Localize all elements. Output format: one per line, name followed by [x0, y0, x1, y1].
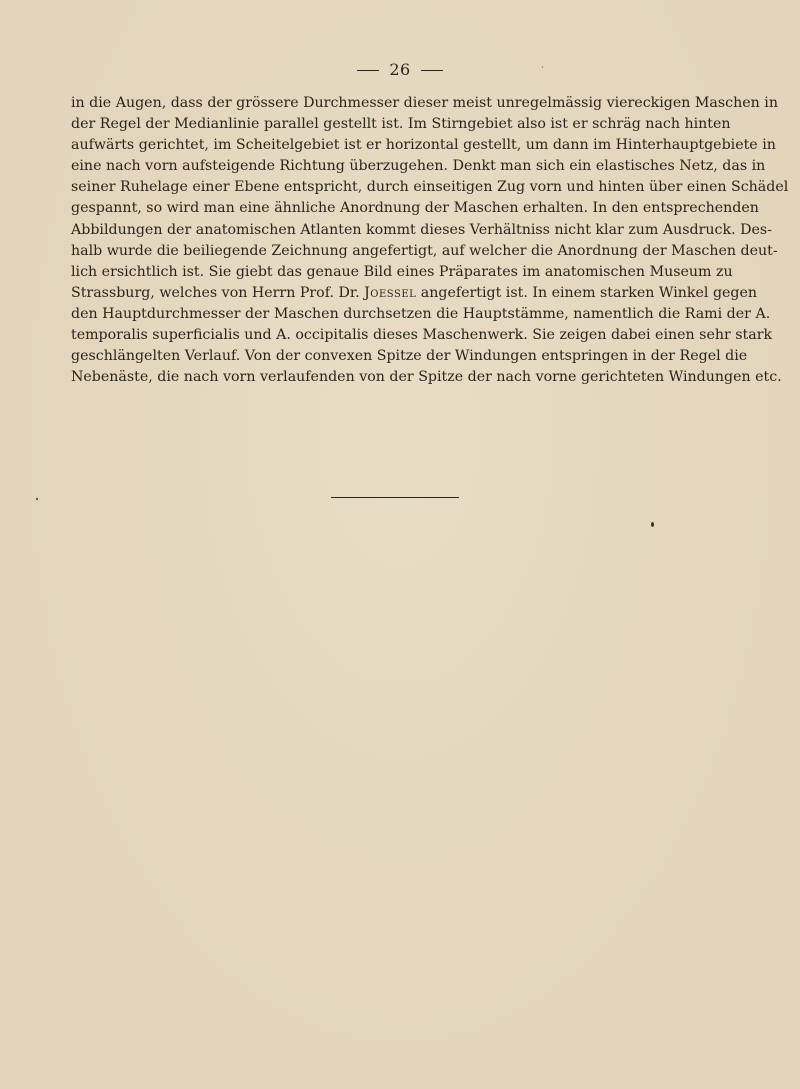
text-line: lich ersichtlich ist. Sie giebt das genaue Bild eines Präparates im anatomischen Museum zu: [71, 263, 733, 280]
text-segment: angefertigt ist. In einem starken Winkel gegen: [416, 284, 758, 301]
header-dash-left: [357, 70, 379, 71]
ink-speck: [542, 66, 543, 68]
page-header: [0, 60, 800, 79]
text-line: gespannt, so wird man eine ähnliche Anordnung der Maschen erhalten. In den entsprechenden: [71, 200, 759, 217]
text-line-with-name: [71, 283, 758, 304]
person-name: Joessel: [364, 284, 417, 301]
header-dash-right: [421, 70, 443, 71]
ink-speck: [651, 522, 654, 527]
text-line: den Hauptdurchmesser der Maschen durchsetzen die Hauptstämme, namentlich die Rami der A.: [71, 305, 771, 322]
text-line: temporalis superficialis und A. occipitalis dieses Maschenwerk. Sie zeigen dabei einen sehr stark: [71, 327, 773, 344]
ink-speck: [36, 498, 38, 500]
text-line: Nebenäste, die nach vorn verlaufenden von der Spitze der nach vorne gerichteten Windungen etc.: [71, 369, 782, 386]
text-line: eine nach vorn aufsteigende Richtung überzugehen. Denkt man sich ein elastisches Netz, das in: [71, 158, 766, 175]
text-line: der Regel der Medianlinie parallel gestellt ist. Im Stirngebiet also ist er schräg nach hinten: [71, 116, 731, 133]
section-divider: [331, 497, 459, 498]
text-line: geschlängelten Verlauf. Von der convexen Spitze der Windungen entspringen in der Regel die: [71, 348, 748, 365]
text-line: Abbildungen der anatomischen Atlanten kommt dieses Verhältniss nicht klar zum Ausdruck. Des-: [71, 221, 772, 238]
text-line: in die Augen, dass der grössere Durchmesser dieser meist unregelmässig viereckigen Maschen in: [71, 95, 778, 111]
text-line: aufwärts gerichtet, im Scheitelgebiet ist er horizontal gestellt, um dann im Hinterhauptgebiete in: [71, 137, 776, 154]
page-number: 26: [389, 60, 411, 79]
text-line: seiner Ruhelage einer Ebene entspricht, durch einseitigen Zug vorn und hinten über einen Schädel: [71, 179, 789, 196]
text-segment: Strassburg, welches von Herrn Prof. Dr.: [71, 284, 365, 301]
body-paragraph: [71, 93, 789, 388]
text-line: halb wurde die beiliegende Zeichnung angefertigt, auf welcher die Anordnung der Maschen deut-: [71, 242, 778, 259]
